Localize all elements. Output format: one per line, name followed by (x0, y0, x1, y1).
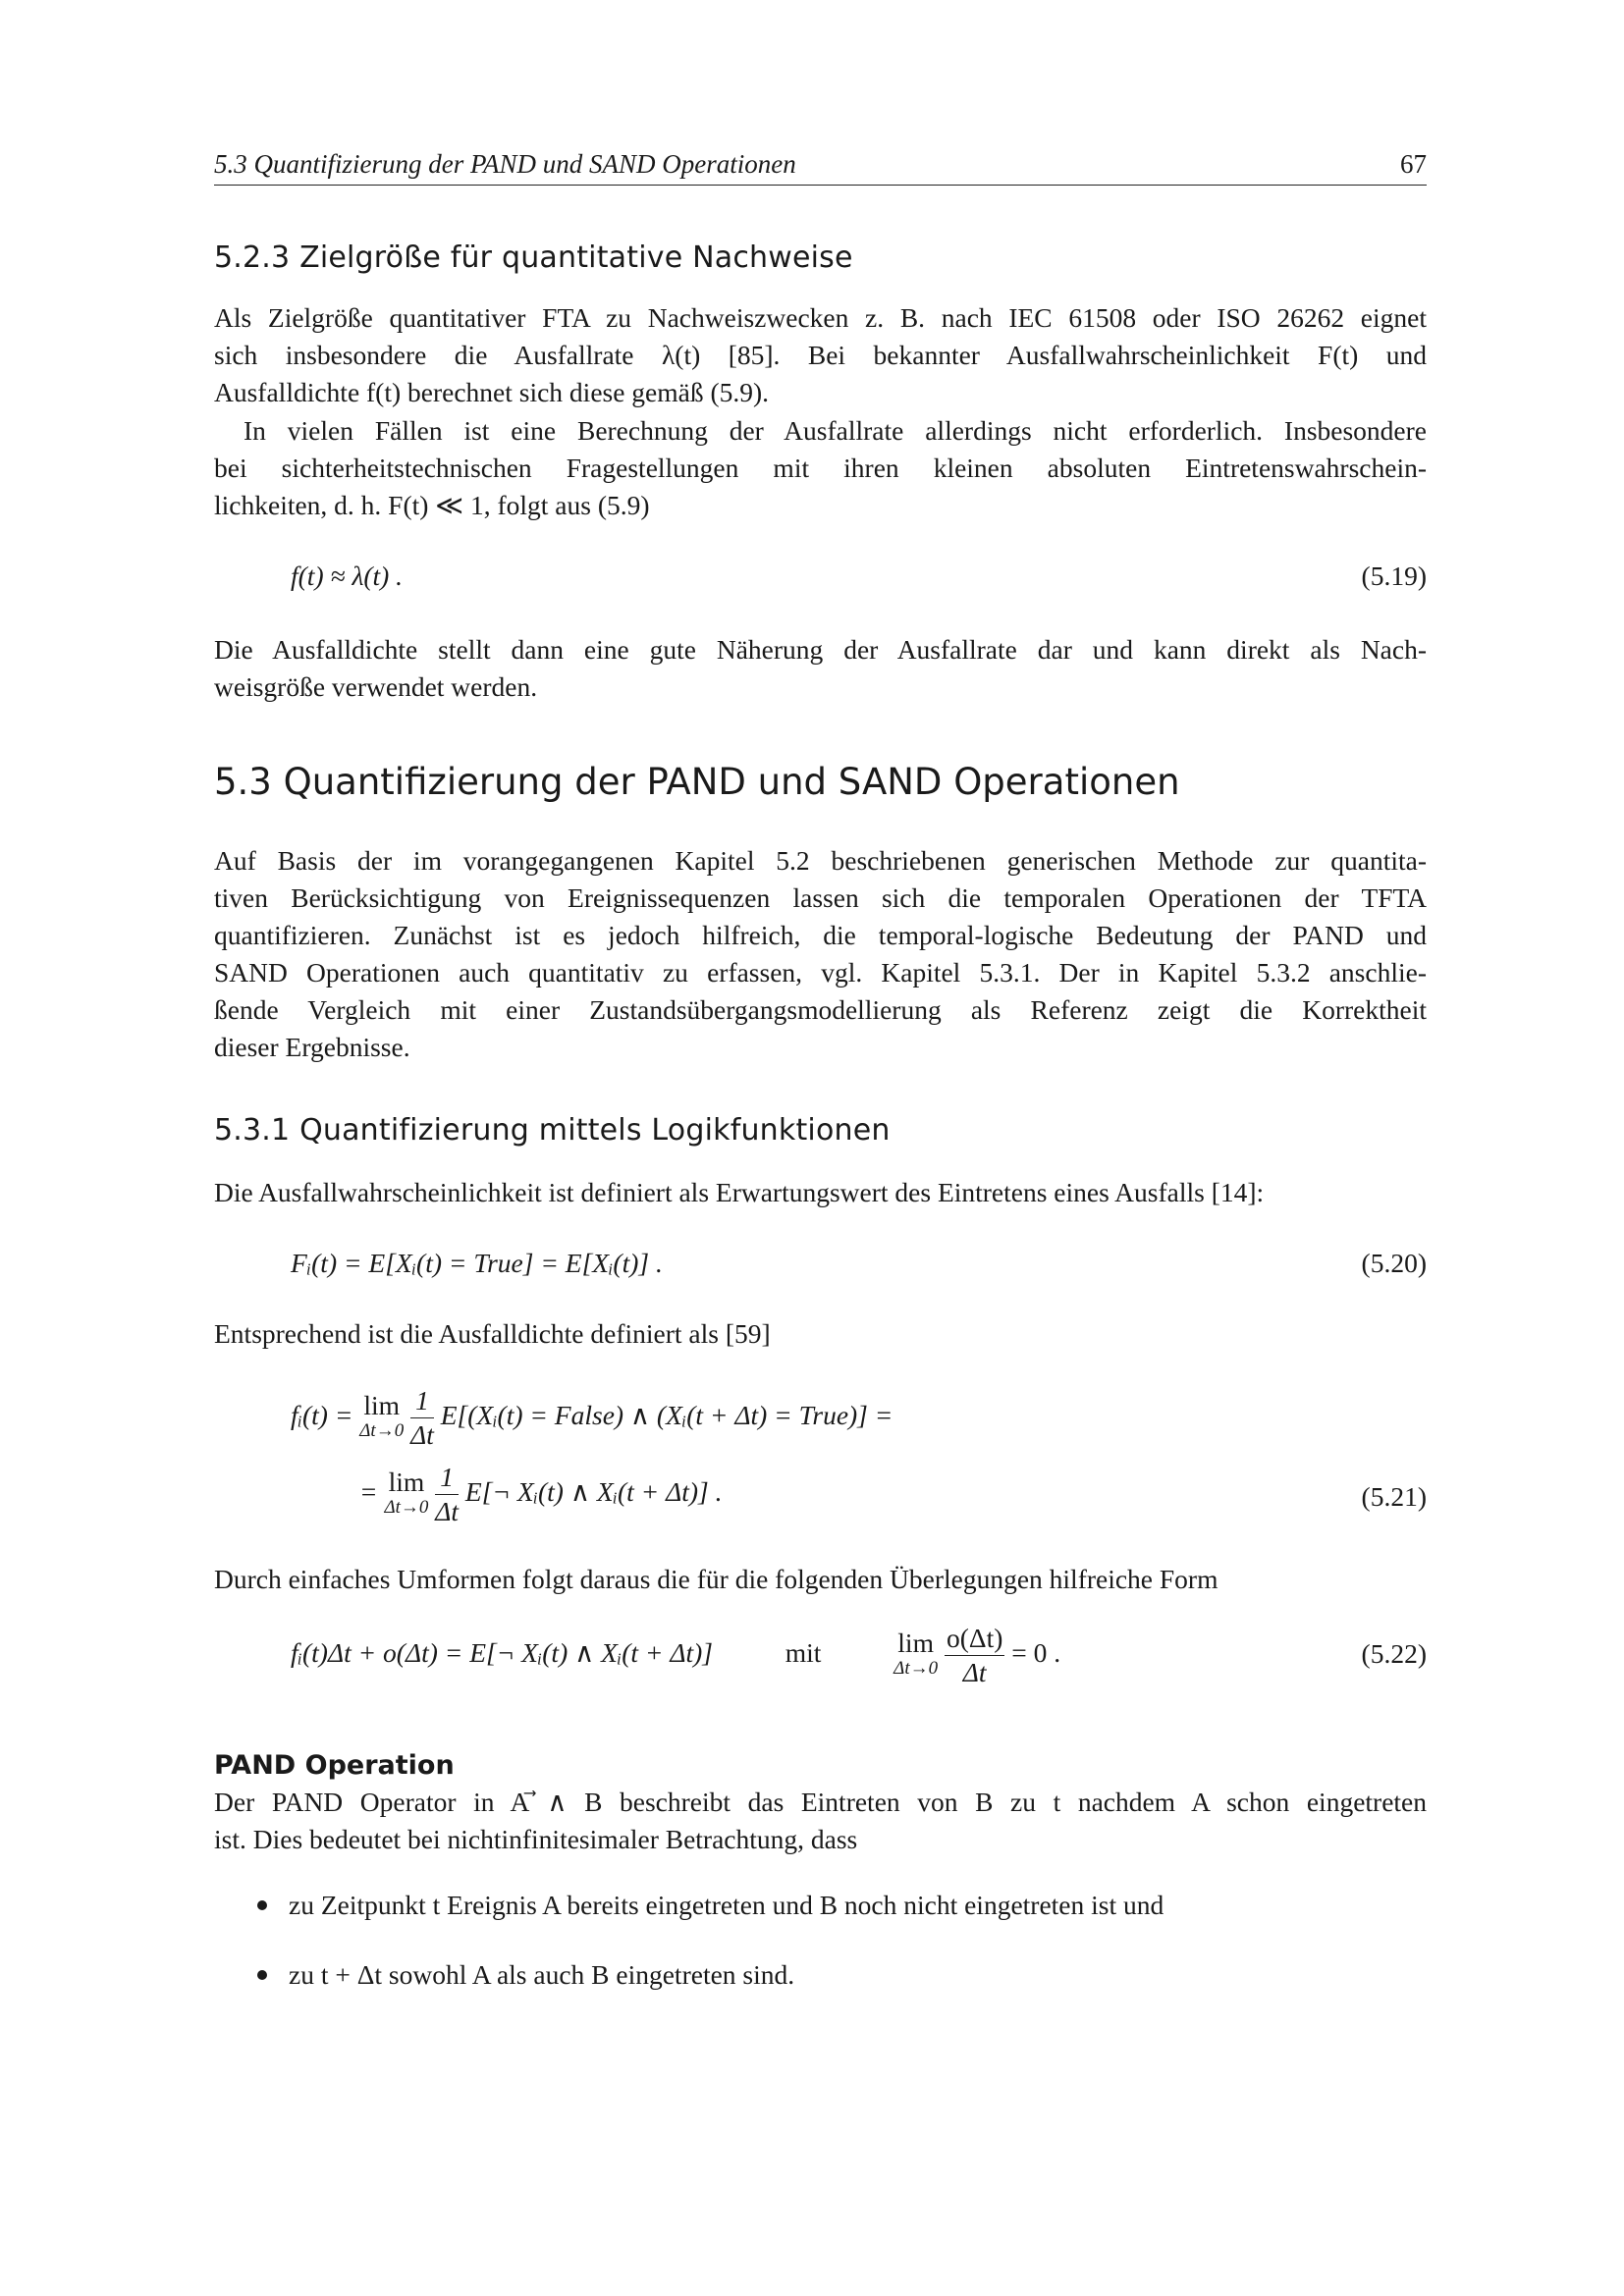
list-item-text: zu t + Δt sowohl A als auch B eingetreten sind. (289, 1959, 795, 1990)
pand-condition-list (214, 1887, 1164, 2026)
equation-5-19 (214, 558, 1427, 597)
equation-5-21 (214, 1384, 1427, 1561)
running-head-title: 5.3 Quantifizierung der PAND und SAND Operationen (214, 149, 796, 179)
fraction-denominator: Δt (435, 1496, 460, 1526)
limit-label: lim (363, 1389, 401, 1420)
text-line: weisgröße verwendet werden. (214, 671, 538, 702)
limit-operator (384, 1466, 429, 1521)
fraction (410, 1384, 434, 1452)
paragraph-probability-definition (214, 1174, 1427, 1211)
equation-line-1 (291, 1384, 893, 1452)
equation-line (291, 1622, 1060, 1689)
paragraph-density-approx (214, 631, 1427, 706)
text-line: Auf Basis der im vorangegangenen Kapitel 5.2 beschriebenen generischen Methode zur quantita- (214, 845, 1427, 876)
limit-operator (359, 1389, 405, 1444)
paragraph-pand-definition (214, 1784, 1427, 1858)
list-item (214, 1887, 1164, 1924)
equation-lhs: fᵢ(t) = (291, 1399, 353, 1430)
equation-mit: mit (785, 1636, 822, 1668)
limit-subscript: Δt→0 (893, 1657, 939, 1679)
text-line: tiven Berücksichtigung von Ereignissequenzen lassen sich die temporalen Operationen der TFTA (214, 882, 1427, 913)
equation-number: (5.19) (1361, 561, 1427, 591)
text-line: Entsprechend ist die Ausfalldichte definiert als [59] (214, 1318, 771, 1349)
paragraph-transformation (214, 1561, 1427, 1598)
limit-subscript: Δt→0 (359, 1419, 405, 1441)
list-item (214, 1956, 1164, 1994)
text-line: SAND Operationen auch quantitativ zu erfassen, vgl. Kapitel 5.3.1. Der in Kapitel 5.3.2 anschlie- (214, 957, 1427, 988)
equation-5-22 (214, 1622, 1427, 1710)
equation-5-20 (214, 1245, 1427, 1284)
limit-label: lim (388, 1466, 425, 1497)
equation-body: f(t) ≈ λ(t) . (291, 561, 404, 591)
text-line: lichkeiten, d. h. F(t) ≪ 1, folgt aus (5.9) (214, 490, 650, 520)
limit-operator (893, 1627, 939, 1682)
fraction-numerator: o(Δt) (945, 1622, 1004, 1656)
text-line: quantifizieren. Zunächst ist es jedoch hilfreich, die temporal-logische Bedeutung der PAND und (214, 920, 1427, 950)
paragraph-target-quantity (214, 299, 1427, 411)
fraction-denominator: Δt (410, 1419, 434, 1450)
fraction (435, 1461, 459, 1528)
subsection-heading-5-2-3: 5.2.3 Zielgröße für quantitative Nachweise (214, 240, 853, 275)
paragraph-density-definition (214, 1315, 1427, 1353)
fraction-numerator: 1 (435, 1461, 459, 1495)
text-line: Durch einfaches Umformen folgt daraus die für die folgenden Überlegungen hilfreiche Form (214, 1564, 1218, 1594)
subsection-heading-5-3-1: 5.3.1 Quantifizierung mittels Logikfunktionen (214, 1113, 891, 1148)
equation-number: (5.21) (1361, 1481, 1427, 1512)
equation-rhs: E[(Xᵢ(t) = False) ∧ (Xᵢ(t + Δt) = True)] = (440, 1399, 893, 1430)
equation-number: (5.22) (1361, 1638, 1427, 1669)
section-heading-5-3: 5.3 Quantifizierung der PAND und SAND Operationen (214, 761, 1180, 803)
fraction-numerator: 1 (410, 1384, 434, 1418)
paragraph-failure-rate-approx (214, 412, 1427, 524)
text-line: In vielen Fällen ist eine Berechnung der Ausfallrate allerdings nicht erforderlich. Insbesondere (244, 415, 1427, 446)
equation-body: Fᵢ(t) = E[Xᵢ(t) = True] = E[Xᵢ(t)] . (291, 1248, 663, 1278)
fraction-denominator: Δt (962, 1657, 987, 1687)
text-line: Als Zielgröße quantitativer FTA zu Nachweiszwecken z. B. nach IEC 61508 oder ISO 26262 eignet (214, 302, 1427, 333)
text-line: ßende Vergleich mit einer Zustandsübergangsmodellierung als Referenz zeigt die Korrektheit (214, 994, 1427, 1025)
limit-subscript: Δt→0 (384, 1496, 429, 1518)
text-line: Ausfalldichte f(t) berechnet sich diese gemäß (5.9). (214, 377, 770, 407)
limit-label: lim (897, 1627, 934, 1658)
equation-number: (5.20) (1361, 1248, 1427, 1278)
text-line: Der PAND Operator in A ⃗∧ B beschreibt das Eintreten von B zu t nachdem A schon eingetreten (214, 1787, 1427, 1817)
running-head (214, 145, 1427, 186)
paragraph-section-intro (214, 842, 1427, 1066)
text-line: Die Ausfallwahrscheinlichkeit ist definiert als Erwartungswert des Eintretens eines Ausfalls [14]: (214, 1177, 1265, 1207)
equation-rhs: E[¬ Xᵢ(t) ∧ Xᵢ(t + Δt)] . (464, 1475, 723, 1507)
bullet-icon (257, 1900, 267, 1910)
fraction (945, 1622, 1004, 1689)
equation-lhs: fᵢ(t)Δt + o(Δt) = E[¬ Xᵢ(t) ∧ Xᵢ(t + Δt)] (291, 1636, 713, 1668)
text-line: bei sichterheitstechnischen Fragestellungen mit ihren kleinen absoluten Eintretenswahrschein- (214, 453, 1427, 483)
equation-lhs: = (359, 1475, 378, 1507)
page (214, 0, 1427, 2296)
bullet-icon (257, 1970, 267, 1980)
text-line: ist. Dies bedeutet bei nichtinfinitesimaler Betrachtung, dass (214, 1824, 858, 1854)
text-line: sich insbesondere die Ausfallrate λ(t) [85]. Bei bekannter Ausfallwahrscheinlichkeit F(t) und (214, 340, 1427, 370)
list-item-text: zu Zeitpunkt t Ereignis A bereits eingetreten und B noch nicht eingetreten ist und (289, 1890, 1164, 1920)
text-line: Die Ausfalldichte stellt dann eine gute Näherung der Ausfallrate dar und kann direkt als Nach- (214, 634, 1427, 665)
pand-heading: PAND Operation (214, 1750, 455, 1781)
text-line: dieser Ergebnisse. (214, 1032, 410, 1062)
equation-rhs: = 0 . (1011, 1636, 1061, 1668)
equation-line-2 (359, 1461, 722, 1528)
page-number: 67 (1400, 149, 1427, 179)
